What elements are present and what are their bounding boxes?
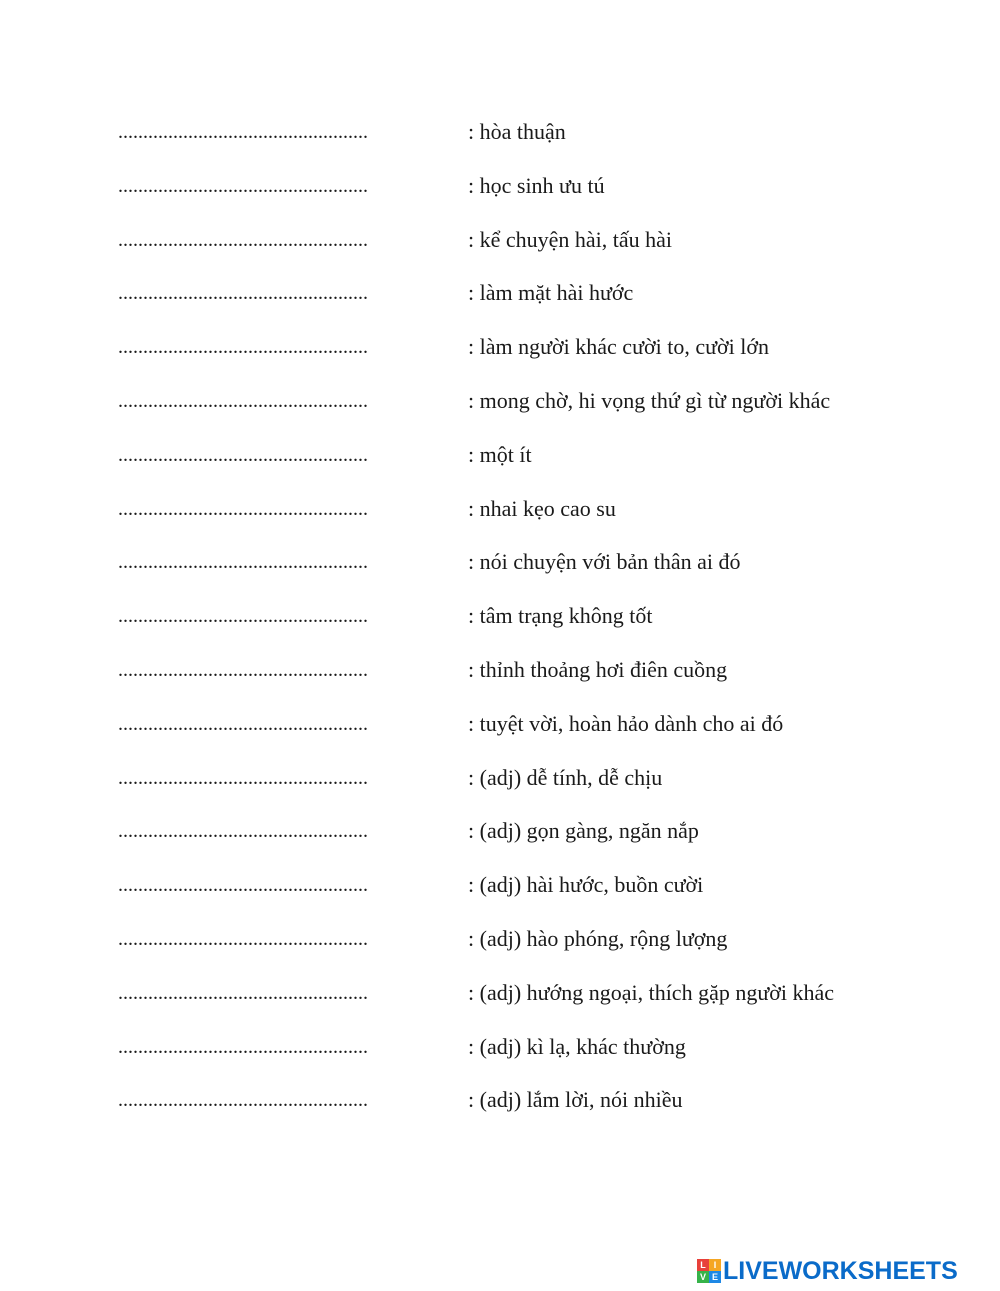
answer-input[interactable] (118, 443, 410, 467)
vocabulary-row (0, 387, 1000, 417)
answer-input[interactable] (118, 497, 410, 521)
answer-input[interactable] (118, 1035, 410, 1059)
vocabulary-row (0, 333, 1000, 363)
definition-text: : (adj) hào phóng, rộng lượng (468, 926, 728, 951)
vocabulary-row (0, 495, 1000, 525)
vocabulary-row (0, 817, 1000, 847)
definition-text: : (adj) dễ tính, dễ chịu (468, 765, 663, 790)
answer-input[interactable] (118, 766, 410, 790)
answer-input[interactable] (118, 981, 410, 1005)
answer-input[interactable] (118, 550, 410, 574)
definition-text: : (adj) hài hước, buồn cười (468, 872, 704, 897)
answer-input[interactable] (118, 927, 410, 951)
logo-mark-letter: I (709, 1259, 721, 1271)
logo-mark-letter: E (709, 1271, 721, 1283)
definition-text: : thỉnh thoảng hơi điên cuồng (468, 657, 728, 682)
answer-input[interactable] (118, 281, 410, 305)
vocabulary-row (0, 1033, 1000, 1063)
definition-text: : học sinh ưu tú (468, 173, 605, 198)
answer-input[interactable] (118, 819, 410, 843)
vocabulary-row (0, 656, 1000, 686)
vocabulary-row (0, 710, 1000, 740)
answer-input[interactable] (118, 1088, 410, 1112)
definition-text: : hòa thuận (468, 119, 566, 144)
answer-input[interactable] (118, 658, 410, 682)
vocabulary-row (0, 871, 1000, 901)
answer-input[interactable] (118, 335, 410, 359)
definition-text: : làm mặt hài hước (468, 280, 634, 305)
vocabulary-row (0, 1086, 1000, 1116)
logo-text: LIVEWORKSHEETS (723, 1256, 958, 1285)
vocabulary-row (0, 602, 1000, 632)
definition-text: : làm người khác cười to, cười lớn (468, 334, 770, 359)
definition-text: : (adj) hướng ngoại, thích gặp người khác (468, 980, 835, 1005)
vocabulary-row (0, 118, 1000, 148)
answer-input[interactable] (118, 120, 410, 144)
vocabulary-row (0, 979, 1000, 1009)
answer-input[interactable] (118, 873, 410, 897)
answer-input[interactable] (118, 712, 410, 736)
answer-input[interactable] (118, 389, 410, 413)
definition-text: : tâm trạng không tốt (468, 603, 653, 628)
logo-mark-letter: V (697, 1271, 709, 1283)
definition-text: : tuyệt vời, hoàn hảo dành cho ai đó (468, 711, 784, 736)
logo-mark-letter: L (697, 1259, 709, 1271)
liveworksheets-logo (697, 1256, 958, 1286)
liveworksheets-logo-icon (697, 1259, 721, 1283)
vocabulary-row (0, 172, 1000, 202)
vocabulary-row (0, 925, 1000, 955)
answer-input[interactable] (118, 604, 410, 628)
definition-text: : (adj) gọn gàng, ngăn nắp (468, 818, 699, 843)
vocabulary-row (0, 279, 1000, 309)
vocabulary-row (0, 226, 1000, 256)
vocabulary-row (0, 441, 1000, 471)
definition-text: : nói chuyện với bản thân ai đó (468, 549, 741, 574)
answer-input[interactable] (118, 174, 410, 198)
definition-text: : mong chờ, hi vọng thứ gì từ người khác (468, 388, 831, 413)
definition-text: : nhai kẹo cao su (468, 496, 616, 521)
answer-input[interactable] (118, 228, 410, 252)
definition-text: : (adj) lắm lời, nói nhiều (468, 1087, 683, 1112)
definition-text: : một ít (468, 442, 532, 467)
vocabulary-row (0, 548, 1000, 578)
definition-text: : (adj) kì lạ, khác thường (468, 1034, 686, 1059)
definition-text: : kể chuyện hài, tấu hài (468, 227, 673, 252)
vocabulary-row (0, 764, 1000, 794)
